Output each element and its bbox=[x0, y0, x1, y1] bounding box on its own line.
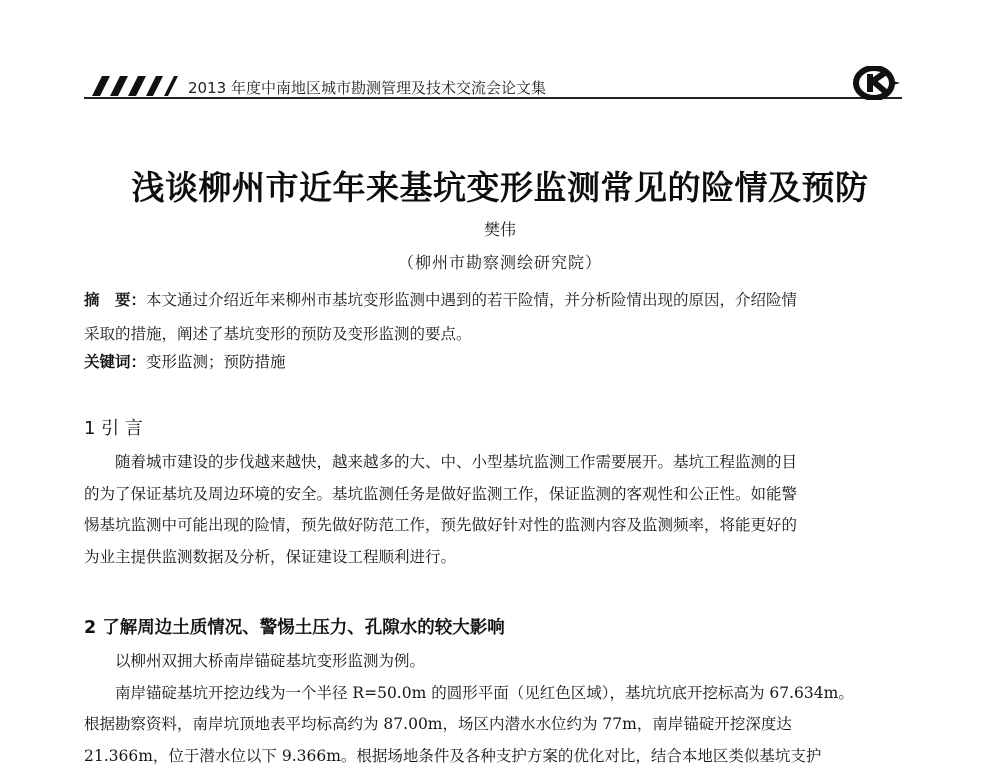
paragraph-line: 随着城市建设的步伐越来越快，越来越多的大、中、小型基坑监测工作需要展开。基坑工程监测的目 bbox=[84, 447, 902, 479]
paragraph-line: 21.366m，位于潜水位以下 9.366m。根据场地条件及各种支护方案的优化对比，结合本地区类似基坑支护 bbox=[84, 741, 902, 772]
keywords bbox=[84, 348, 902, 376]
paragraph-line: 的为了保证基坑及周边环境的安全。基坑监测任务是做好监测工作，保证监测的客观性和公正性。如能警 bbox=[84, 479, 902, 511]
paragraph-line: 根据勘察资料，南岸坑顶地表平均标高约为 87.00m，场区内潜水水位约为 77m，南岸锚碇开挖深度达 bbox=[84, 709, 902, 741]
soil-paragraph bbox=[84, 646, 902, 772]
paragraph-line: 惕基坑监测中可能出现的险情，预先做好防范工作，预先做好针对性的监测内容及监测频率，将能更好的 bbox=[84, 510, 902, 542]
section-heading-intro: 1 引 言 bbox=[84, 414, 143, 440]
section-heading-soil: 2 了解周边土质情况、警惕土压力、孔隙水的较大影响 bbox=[84, 614, 505, 639]
abstract-label: 摘 要： bbox=[84, 291, 146, 309]
header-title: 2013 年度中南地区城市勘测管理及技术交流会论文集 bbox=[188, 77, 546, 98]
paragraph-line: 南岸锚碇基坑开挖边线为一个半径 R=50.0m 的圆形平面（见红色区域），基坑坑底开挖标高为 67.634m。 bbox=[84, 678, 902, 710]
abstract-text: 本文通过介绍近年来柳州市基坑变形监测中遇到的若干险情，并分析险情出现的原因，介绍险情 bbox=[146, 291, 797, 309]
abstract-line: 采取的措施，阐述了基坑变形的预防及变形监测的要点。 bbox=[84, 317, 902, 351]
paragraph-line: 以柳州双拥大桥南岸锚碇基坑变形监测为例。 bbox=[84, 646, 902, 678]
header-slashes-decoration bbox=[84, 76, 196, 96]
keywords-text: 变形监测；预防措施 bbox=[146, 353, 286, 371]
header-rule bbox=[84, 97, 902, 99]
intro-paragraph bbox=[84, 447, 902, 573]
paper-author: 樊伟 bbox=[0, 217, 1000, 240]
abstract-line bbox=[84, 283, 902, 317]
journal-logo-icon bbox=[852, 66, 902, 100]
running-header bbox=[84, 62, 902, 102]
keywords-label: 关键词： bbox=[84, 353, 146, 371]
paper-title: 浅谈柳州市近年来基坑变形监测常见的险情及预防 bbox=[0, 162, 1000, 209]
abstract bbox=[84, 283, 902, 351]
paragraph-line: 为业主提供监测数据及分析，保证建设工程顺利进行。 bbox=[84, 542, 902, 574]
paper-affiliation: （柳州市勘察测绘研究院） bbox=[0, 250, 1000, 273]
